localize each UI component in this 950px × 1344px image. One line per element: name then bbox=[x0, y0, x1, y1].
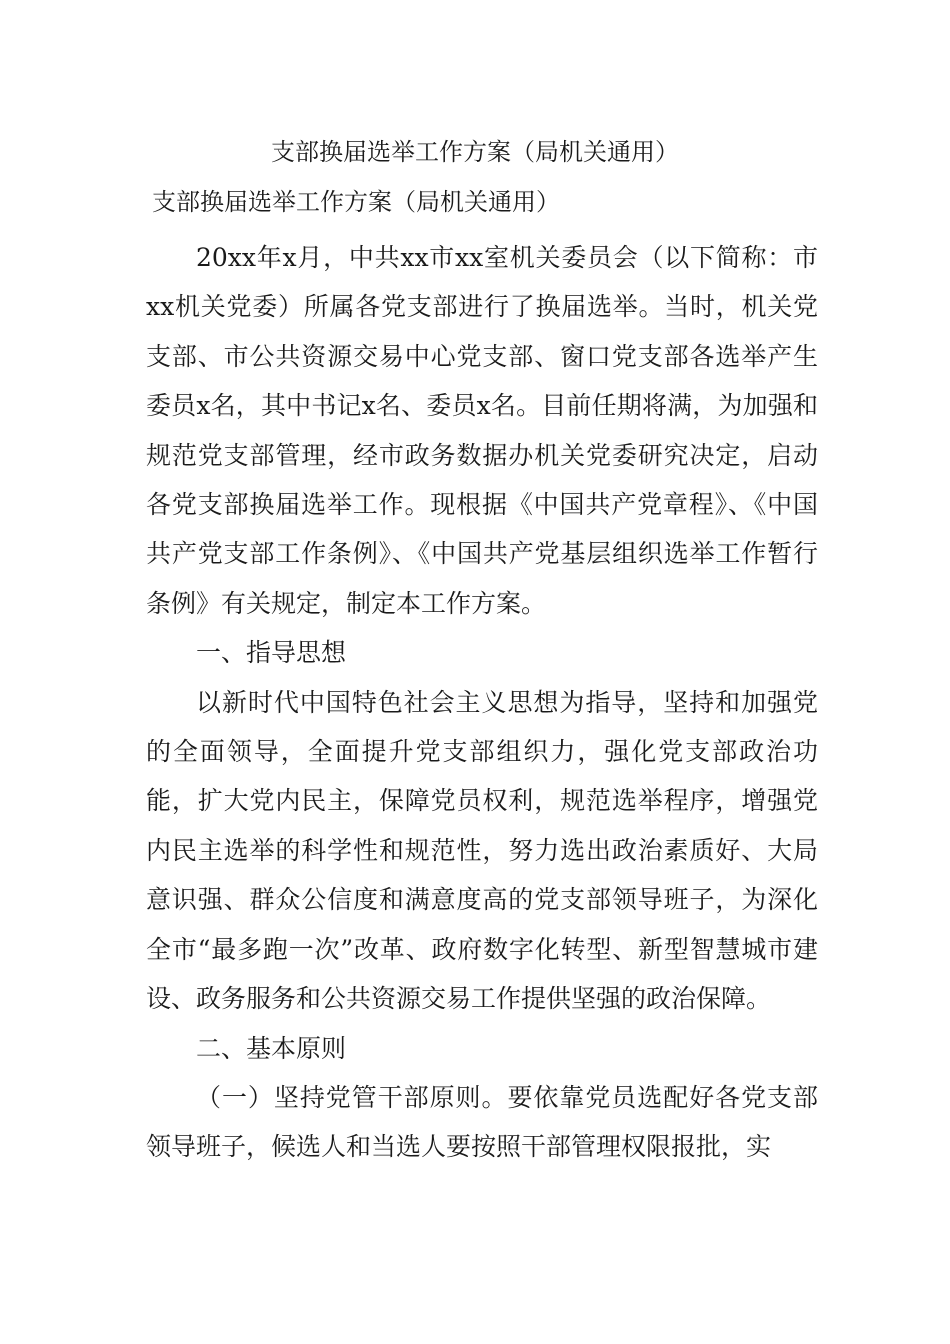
guiding-ideology-paragraph: 以新时代中国特色社会主义思想为指导，坚持和加强党的全面领导，全面提升党支部组织力，强化党支部政治功能，扩大党内民主，保障党员权利，规范选举程序，增强党内民主选举的科学性和规范性，努力选出政治素质好、大局意识强、群众公信度和满意度高的党支部领导班子，为深化全市“最多跑一次”改革、政府数字化转型、新型智慧城市建设、政务服务和公共资源交易工作提供坚强的政治保障。 bbox=[146, 687, 818, 1014]
document-body bbox=[146, 233, 818, 1172]
intro-paragraph: 20xx年x月，中共xx市xx室机关委员会（以下简称：市xx机关党委）所属各党支部进行了换届选举。当时，机关党支部、市公共资源交易中心党支部、窗口党支部各选举产生委员x名，其中书记x名、委员x名。目前任期将满，为加强和规范党支部管理，经市政务数据办机关党委研究决定，启动各党支部换届选举工作。现根据《中国共产党章程》、《中国共产党支部工作条例》、《中国共产党基层组织选举工作暂行条例》有关规定，制定本工作方案。 bbox=[146, 243, 818, 618]
section-heading-basic-principles: 二、基本原则 bbox=[196, 1033, 347, 1063]
principle-one-paragraph: （一）坚持党管干部原则。要依靠党员选配好各党支部领导班子，候选人和当选人要按照干部管理权限报批，实 bbox=[146, 1082, 818, 1162]
section-heading-guiding-ideology: 一、指导思想 bbox=[196, 638, 347, 668]
document-subtitle: 支部换届选举工作方案（局机关通用） bbox=[152, 188, 560, 216]
document-title: 支部换届选举工作方案（局机关通用） bbox=[271, 138, 679, 166]
